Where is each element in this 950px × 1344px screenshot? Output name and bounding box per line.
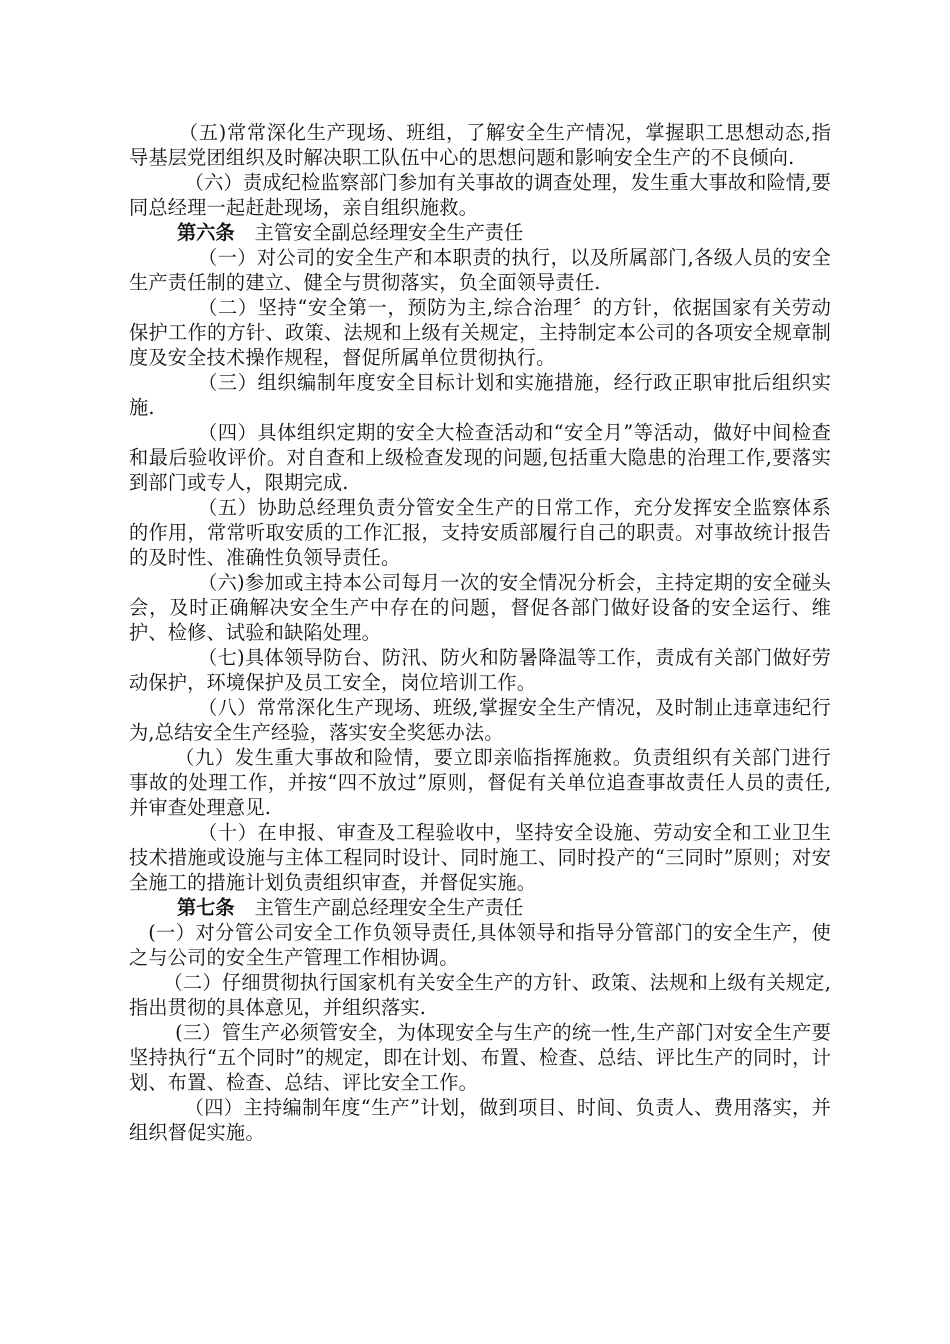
- article6-item-4: （四）具体组织定期的安全大检查活动和“安全月”等活动，做好中间检查和最后验收评价。对自查和上级检查发现的问题,包括重大隐患的治理工作,要落实到部门或专人，限期完成.: [129, 421, 831, 494]
- article7-number: 第七条: [177, 896, 235, 919]
- article7-heading: [129, 895, 831, 920]
- article6-item-9: （九）发生重大事故和险情，要立即亲临指挥施救。负责组织有关部门进行事故的处理工作，并按“四不放过”原则，督促有关单位追查事故责任人员的责任,并审查处理意见.: [129, 746, 831, 819]
- article6-item-5: （五）协助总经理负责分管安全生产的日常工作，充分发挥安全监察体系的作用，常常听取安质的工作汇报，支持安质部履行自己的职责。对事故统计报告的及时性、准确性负领导责任。: [129, 496, 831, 569]
- article6-title: 主管安全副总经理安全生产责任: [254, 221, 524, 244]
- article6-number: 第六条: [177, 221, 235, 244]
- article7-item-1: (一）对分管公司安全工作负领导责任,具体领导和指导分管部门的安全生产，使之与公司的安全生产管理工作相协调。: [129, 921, 831, 969]
- article6-item-8: （八）常常深化生产现场、班级,掌握安全生产情况，及时制止违章违纪行为,总结安全生产经验，落实安全奖惩办法。: [129, 696, 831, 744]
- article6-item-3: （三）组织编制年度安全目标计划和实施措施，经行政正职审批后组织实施.: [129, 371, 831, 419]
- article6-item-7: （七)具体领导防台、防汛、防火和防暑降温等工作，责成有关部门做好劳动保护，环境保护及员工安全，岗位培训工作。: [129, 646, 831, 694]
- article6-item-1: （一）对公司的安全生产和本职责的执行，以及所属部门,各级人员的安全生产责任制的建立、健全与贯彻落实，负全面领导责任.: [129, 246, 831, 294]
- article5-item-5: （五)常常深化生产现场、班组，了解安全生产情况，掌握职工思想动态,指导基层党团组织及时解决职工队伍中心的思想问题和影响安全生产的不良倾向.: [129, 121, 831, 169]
- article6-item-2: （二）坚持“安全第一，预防为主,综合治理〞的方针，依据国家有关劳动保护工作的方针、政策、法规和上级有关规定，主持制定本公司的各项安全规章制度及安全技术操作规程，督促所属单位贯彻执行。: [129, 296, 831, 369]
- article7-title: 主管生产副总经理安全生产责任: [254, 896, 524, 919]
- article6-heading: [129, 220, 831, 245]
- document-page: [129, 120, 831, 1145]
- article7-item-3: (三）管生产必须管安全，为体现安全与生产的统一性,生产部门对安全生产要坚持执行“五个同时”的规定，即在计划、布置、检查、总结、评比生产的同时，计划、布置、检查、总结、评比安全工作。: [129, 1021, 831, 1094]
- article6-item-10: （十）在申报、审查及工程验收中，坚持安全设施、劳动安全和工业卫生技术措施或设施与主体工程同时设计、同时施工、同时投产的“三同时”原则；对安全施工的措施计划负责组织审查，并督促实施。: [129, 821, 831, 894]
- article7-item-2: （二）仔细贯彻执行国家机有关安全生产的方针、政策、法规和上级有关规定,指出贯彻的具体意见，并组织落实.: [129, 971, 831, 1019]
- article6-item-6: （六)参加或主持本公司每月一次的安全情况分析会，主持定期的安全碰头会，及时正确解决安全生产中存在的问题，督促各部门做好设备的安全运行、维护、检修、试验和缺陷处理。: [129, 571, 831, 644]
- article5-item-6: （六）责成纪检监察部门参加有关事故的调查处理，发生重大事故和险情,要同总经理一起赶赴现场，亲自组织施救。: [129, 171, 831, 219]
- article7-item-4: （四）主持编制年度“生产”计划，做到项目、时间、负责人、费用落实，并组织督促实施。: [129, 1096, 831, 1144]
